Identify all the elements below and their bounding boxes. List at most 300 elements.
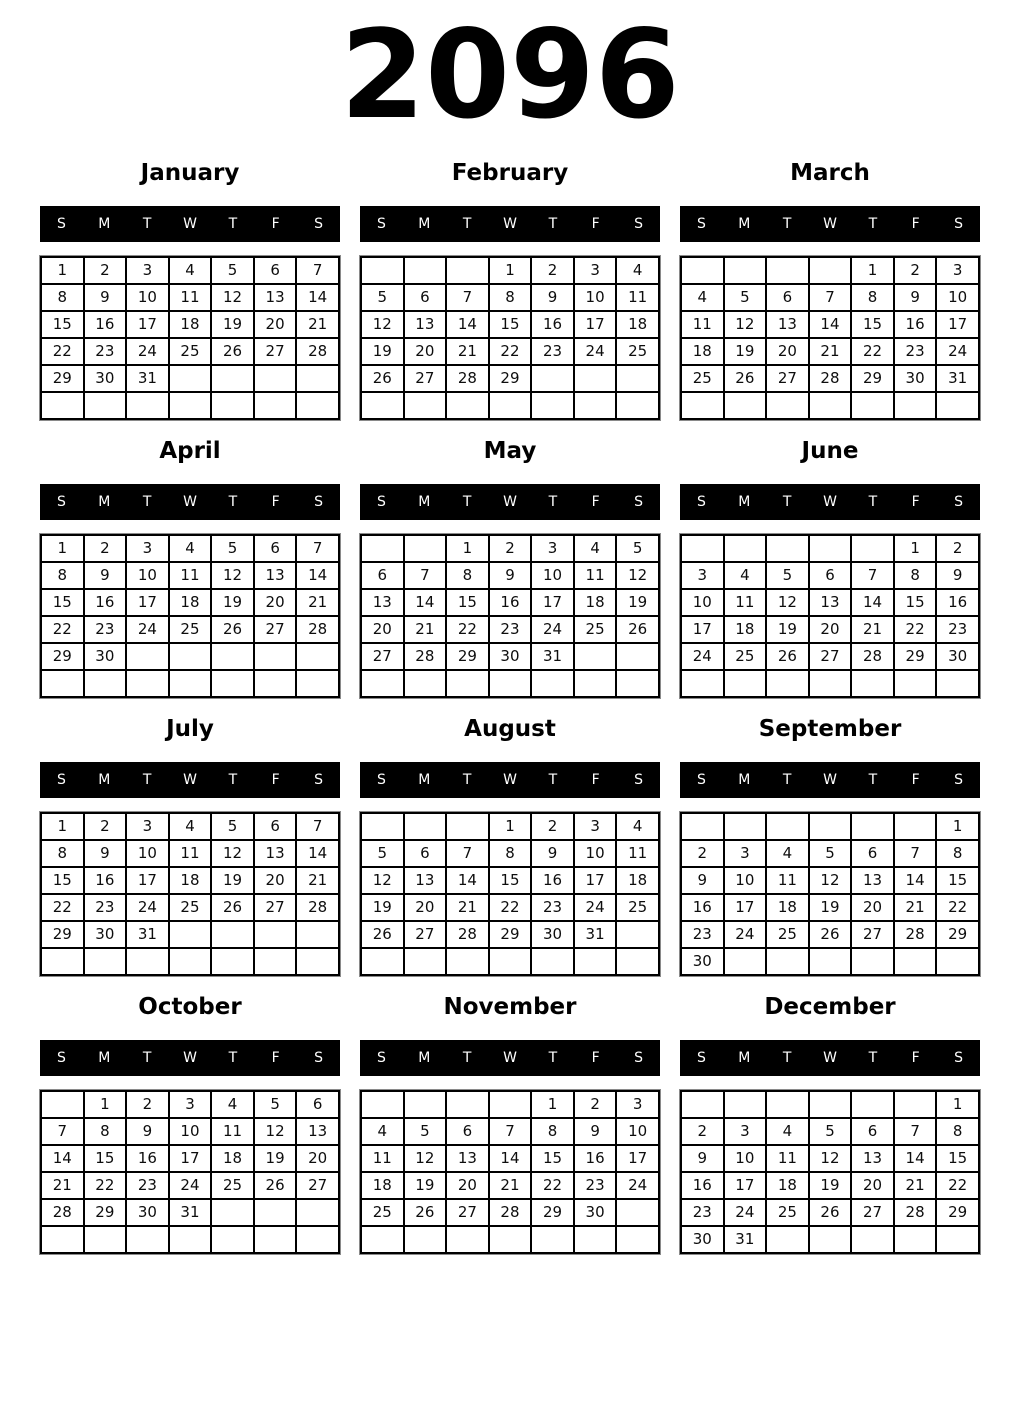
week-row [361,284,659,311]
day-cell: 17 [681,616,724,643]
empty-day-cell [169,921,212,948]
day-cell: 22 [936,894,979,921]
day-cell: 8 [936,840,979,867]
empty-day-cell [574,392,617,419]
weekday-label: S [376,772,386,788]
day-cell: 3 [936,257,979,284]
day-cell: 13 [851,1145,894,1172]
day-cell: 22 [446,616,489,643]
empty-day-cell [446,813,489,840]
day-cell: 4 [574,535,617,562]
day-cell: 1 [936,1091,979,1118]
empty-day-cell [126,1226,169,1253]
empty-day-cell [41,670,84,697]
day-cell: 16 [681,894,724,921]
weekday-label: S [696,216,706,232]
empty-day-cell [41,948,84,975]
day-cell: 27 [851,1199,894,1226]
day-cell: 7 [404,562,447,589]
week-row [361,643,659,670]
day-cell: 2 [126,1091,169,1118]
empty-day-cell [446,392,489,419]
week-row [361,813,659,840]
day-cell: 11 [616,284,659,311]
day-cell: 28 [894,921,937,948]
empty-day-cell [574,948,617,975]
day-cell: 15 [41,867,84,894]
day-cell: 2 [681,1118,724,1145]
week-row [41,284,339,311]
day-cell: 18 [211,1145,254,1172]
day-cell: 6 [361,562,404,589]
day-cell: 7 [296,813,339,840]
empty-day-cell [361,392,404,419]
empty-day-cell [211,670,254,697]
day-cell: 26 [724,365,767,392]
empty-day-cell [361,670,404,697]
empty-day-cell [851,813,894,840]
day-cell: 2 [84,535,127,562]
day-cell: 25 [169,894,212,921]
weekday-label: T [548,772,558,788]
day-cell: 4 [766,1118,809,1145]
week-row [41,867,339,894]
empty-day-cell [296,643,339,670]
day-cell: 14 [41,1145,84,1172]
month-grid-september [680,812,980,976]
day-cell: 29 [851,365,894,392]
empty-day-cell [766,535,809,562]
empty-day-cell [296,365,339,392]
weekday-label: T [782,216,792,232]
empty-day-cell [851,670,894,697]
day-cell: 14 [809,311,852,338]
empty-day-cell [446,257,489,284]
empty-day-cell [724,670,767,697]
weekday-label: T [462,494,472,510]
empty-day-cell [254,1199,297,1226]
week-row [681,921,979,948]
day-cell: 12 [616,562,659,589]
empty-day-cell [361,948,404,975]
day-cell: 4 [616,257,659,284]
day-cell: 7 [489,1118,532,1145]
day-cell: 13 [446,1145,489,1172]
empty-day-cell [489,1226,532,1253]
empty-day-cell [169,1226,212,1253]
day-cell: 1 [531,1091,574,1118]
empty-day-cell [531,1226,574,1253]
empty-day-cell [169,365,212,392]
day-cell: 24 [531,616,574,643]
day-cell: 28 [296,338,339,365]
month-march [680,160,980,420]
day-cell: 27 [254,338,297,365]
empty-day-cell [169,948,212,975]
day-cell: 24 [616,1172,659,1199]
day-cell: 10 [936,284,979,311]
empty-day-cell [936,1226,979,1253]
day-cell: 10 [616,1118,659,1145]
day-cell: 20 [809,616,852,643]
day-cell: 16 [531,311,574,338]
week-row [361,894,659,921]
empty-day-cell [851,948,894,975]
day-cell: 3 [724,840,767,867]
weekday-label: M [98,772,111,788]
day-cell: 6 [296,1091,339,1118]
weekday-header-november [360,1040,660,1076]
day-cell: 8 [894,562,937,589]
day-cell: 2 [489,535,532,562]
week-row [41,257,339,284]
week-row [41,562,339,589]
empty-day-cell [361,257,404,284]
weekday-label: F [591,1050,600,1066]
day-cell: 29 [489,365,532,392]
empty-day-cell [766,392,809,419]
empty-day-cell [489,670,532,697]
day-cell: 27 [254,894,297,921]
day-cell: 18 [169,867,212,894]
day-cell: 10 [724,867,767,894]
day-cell: 15 [894,589,937,616]
day-cell: 17 [126,589,169,616]
day-cell: 21 [41,1172,84,1199]
weekday-header-july [40,762,340,798]
empty-day-cell [531,670,574,697]
day-cell: 29 [84,1199,127,1226]
empty-day-cell [681,670,724,697]
empty-day-cell [41,1226,84,1253]
empty-day-cell [126,948,169,975]
empty-day-cell [894,813,937,840]
empty-day-cell [126,643,169,670]
day-cell: 17 [616,1145,659,1172]
day-cell: 3 [616,1091,659,1118]
empty-day-cell [574,643,617,670]
empty-day-cell [936,392,979,419]
day-cell: 26 [211,338,254,365]
day-cell: 3 [126,257,169,284]
weekday-label: W [503,772,517,788]
day-cell: 19 [211,311,254,338]
empty-day-cell [296,948,339,975]
month-name-march: March [790,160,870,186]
day-cell: 5 [809,1118,852,1145]
empty-day-cell [809,670,852,697]
day-cell: 14 [296,284,339,311]
day-cell: 21 [446,894,489,921]
day-cell: 29 [41,643,84,670]
empty-day-cell [404,535,447,562]
empty-day-cell [809,1226,852,1253]
week-row [41,1091,339,1118]
day-cell: 8 [936,1118,979,1145]
day-cell: 11 [616,840,659,867]
day-cell: 25 [766,921,809,948]
month-grid-august [360,812,660,976]
day-cell: 24 [724,1199,767,1226]
day-cell: 25 [681,365,724,392]
week-row [41,643,339,670]
day-cell: 31 [531,643,574,670]
week-row [681,1199,979,1226]
week-row [361,1091,659,1118]
day-cell: 2 [84,813,127,840]
empty-day-cell [84,392,127,419]
month-name-february: February [451,160,569,186]
day-cell: 14 [851,589,894,616]
day-cell: 30 [936,643,979,670]
weekday-label: M [738,216,751,232]
week-row [681,948,979,975]
day-cell: 13 [851,867,894,894]
weekday-header-october [40,1040,340,1076]
day-cell: 20 [766,338,809,365]
weekday-label: T [782,1050,792,1066]
day-cell: 6 [809,562,852,589]
day-cell: 14 [446,311,489,338]
day-cell: 29 [894,643,937,670]
day-cell: 19 [404,1172,447,1199]
day-cell: 25 [574,616,617,643]
weekday-label: S [314,1050,324,1066]
day-cell: 13 [766,311,809,338]
day-cell: 25 [361,1199,404,1226]
weekday-header-april [40,484,340,520]
month-name-june: June [801,438,859,464]
week-row [681,365,979,392]
weekday-label: T [548,494,558,510]
empty-day-cell [254,643,297,670]
empty-day-cell [446,670,489,697]
weekday-header-january [40,206,340,242]
day-cell: 31 [126,365,169,392]
day-cell: 19 [361,338,404,365]
day-cell: 20 [851,1172,894,1199]
empty-day-cell [211,1226,254,1253]
empty-day-cell [446,948,489,975]
day-cell: 6 [404,840,447,867]
empty-day-cell [809,535,852,562]
day-cell: 22 [41,616,84,643]
day-cell: 10 [724,1145,767,1172]
day-cell: 30 [894,365,937,392]
day-cell: 2 [681,840,724,867]
day-cell: 21 [296,311,339,338]
weekday-label: T [462,216,472,232]
empty-day-cell [446,1226,489,1253]
day-cell: 27 [809,643,852,670]
empty-day-cell [724,1091,767,1118]
weekday-label: W [503,1050,517,1066]
weekday-label: M [98,1050,111,1066]
week-row [681,257,979,284]
day-cell: 28 [446,365,489,392]
day-cell: 25 [616,894,659,921]
day-cell: 19 [809,894,852,921]
weekday-label: W [823,772,837,788]
month-january [40,160,340,420]
week-row [41,311,339,338]
empty-day-cell [296,1226,339,1253]
weekday-label: F [271,1050,280,1066]
weekday-label: S [376,494,386,510]
day-cell: 15 [446,589,489,616]
day-cell: 30 [126,1199,169,1226]
empty-day-cell [41,392,84,419]
day-cell: 27 [296,1172,339,1199]
empty-day-cell [766,813,809,840]
day-cell: 30 [84,365,127,392]
weekday-label: W [503,216,517,232]
month-name-july: July [166,716,214,742]
week-row [681,840,979,867]
weekday-label: S [696,1050,706,1066]
day-cell: 28 [851,643,894,670]
day-cell: 19 [616,589,659,616]
day-cell: 13 [404,311,447,338]
day-cell: 3 [126,535,169,562]
day-cell: 13 [809,589,852,616]
empty-day-cell [809,392,852,419]
day-cell: 9 [84,562,127,589]
month-april [40,438,340,698]
day-cell: 23 [84,338,127,365]
empty-day-cell [681,257,724,284]
weekday-label: F [911,1050,920,1066]
day-cell: 29 [936,1199,979,1226]
day-cell: 11 [211,1118,254,1145]
empty-day-cell [489,392,532,419]
day-cell: 8 [41,284,84,311]
week-row [41,813,339,840]
day-cell: 7 [446,840,489,867]
week-row [361,867,659,894]
weekday-label: W [823,216,837,232]
weekday-label: W [823,1050,837,1066]
day-cell: 25 [169,338,212,365]
weekday-label: M [98,494,111,510]
day-cell: 8 [489,840,532,867]
day-cell: 3 [574,813,617,840]
day-cell: 1 [894,535,937,562]
week-row [41,1172,339,1199]
day-cell: 21 [809,338,852,365]
empty-day-cell [296,392,339,419]
day-cell: 30 [574,1199,617,1226]
day-cell: 9 [681,867,724,894]
week-row [41,894,339,921]
weekday-label: S [56,494,66,510]
day-cell: 8 [41,840,84,867]
day-cell: 2 [531,257,574,284]
week-row [361,535,659,562]
day-cell: 28 [41,1199,84,1226]
week-row [361,1145,659,1172]
weekday-label: F [591,216,600,232]
weekday-label: F [271,216,280,232]
day-cell: 11 [766,1145,809,1172]
day-cell: 26 [254,1172,297,1199]
weekday-label: S [314,494,324,510]
weekday-label: F [591,772,600,788]
empty-day-cell [489,1091,532,1118]
weekday-label: T [142,216,152,232]
weekday-label: F [911,216,920,232]
empty-day-cell [616,643,659,670]
weekday-label: T [228,216,238,232]
day-cell: 29 [489,921,532,948]
weekday-label: T [142,494,152,510]
day-cell: 14 [894,1145,937,1172]
day-cell: 24 [169,1172,212,1199]
day-cell: 22 [489,894,532,921]
day-cell: 10 [531,562,574,589]
day-cell: 5 [724,284,767,311]
day-cell: 11 [169,562,212,589]
empty-day-cell [766,670,809,697]
empty-day-cell [851,392,894,419]
day-cell: 3 [126,813,169,840]
day-cell: 11 [361,1145,404,1172]
week-row [681,813,979,840]
day-cell: 7 [296,535,339,562]
month-june [680,438,980,698]
day-cell: 24 [936,338,979,365]
week-row [681,284,979,311]
empty-day-cell [361,1226,404,1253]
week-row [41,1145,339,1172]
day-cell: 1 [84,1091,127,1118]
day-cell: 8 [446,562,489,589]
day-cell: 12 [211,562,254,589]
weekday-label: F [911,494,920,510]
empty-day-cell [616,948,659,975]
day-cell: 31 [169,1199,212,1226]
day-cell: 18 [169,311,212,338]
day-cell: 23 [531,338,574,365]
day-cell: 31 [936,365,979,392]
day-cell: 8 [531,1118,574,1145]
day-cell: 9 [894,284,937,311]
day-cell: 24 [681,643,724,670]
weekday-label: W [183,494,197,510]
month-grid-may [360,534,660,698]
day-cell: 28 [296,894,339,921]
day-cell: 24 [724,921,767,948]
day-cell: 6 [254,257,297,284]
week-row [361,257,659,284]
day-cell: 27 [404,365,447,392]
month-november [360,994,660,1254]
weekday-label: S [56,216,66,232]
week-row [681,392,979,419]
weekday-label: W [183,1050,197,1066]
weekday-header-may [360,484,660,520]
weekday-label: T [868,1050,878,1066]
month-august [360,716,660,976]
empty-day-cell [724,948,767,975]
empty-day-cell [254,392,297,419]
day-cell: 14 [404,589,447,616]
empty-day-cell [531,948,574,975]
day-cell: 20 [404,894,447,921]
month-name-november: November [443,994,577,1020]
day-cell: 18 [766,894,809,921]
day-cell: 23 [894,338,937,365]
